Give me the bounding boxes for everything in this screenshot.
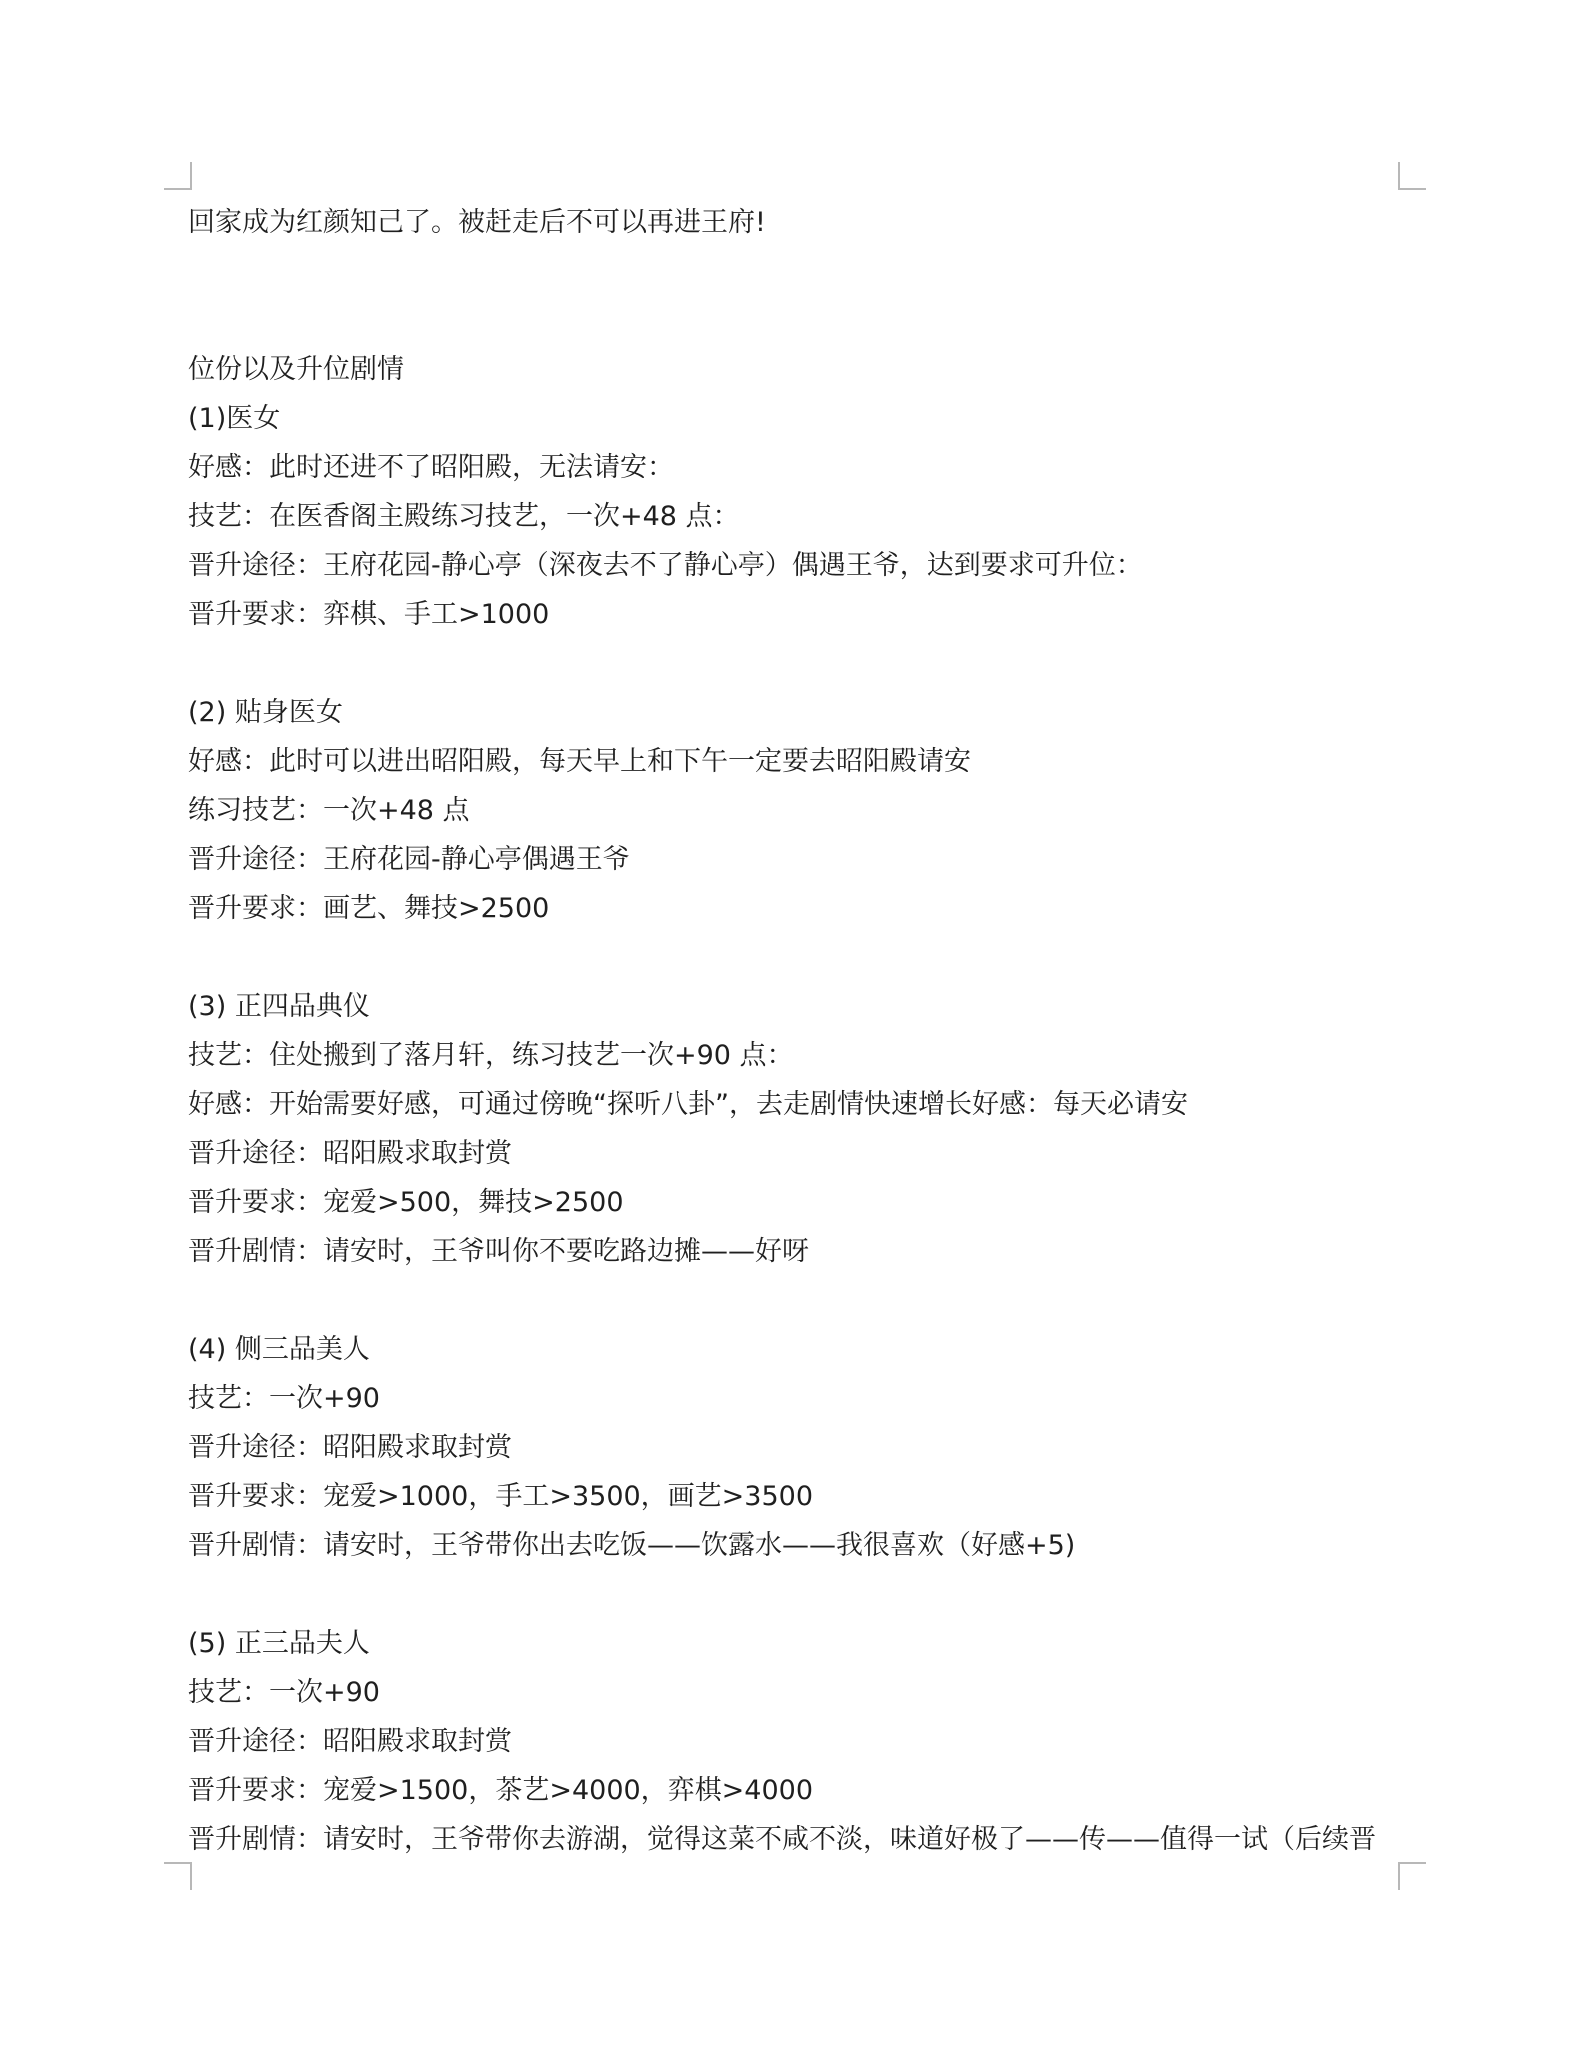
rank-detail-line: 晋升途径：王府花园-静心亭（深夜去不了静心亭）偶遇王爷，达到要求可升位：: [188, 550, 1143, 581]
rank-detail-line: 晋升剧情：请安时，王爷带你去游湖，觉得这菜不咸不淡，味道好极了——传——值得一试（后续晋: [188, 1824, 1376, 1855]
paragraph-spacer: [188, 1276, 1408, 1325]
rank-detail-line: 好感：此时还进不了昭阳殿，无法请安：: [188, 452, 674, 483]
document-body: [188, 198, 1408, 1864]
rank-detail-line: 技艺：一次+90: [188, 1677, 380, 1708]
page-corner-mark-bottom-left: [164, 1862, 192, 1890]
section-title: 位份以及升位剧情: [188, 354, 404, 385]
rank-detail-line: 好感：开始需要好感，可通过傍晚“探听八卦”，去走剧情快速增长好感：每天必请安: [188, 1089, 1188, 1120]
rank-section: [188, 688, 1408, 933]
rank-detail-line: 晋升要求：宠爱>1500，茶艺>4000，弈棋>4000: [188, 1775, 814, 1806]
rank-detail-line: 晋升要求：宠爱>1000，手工>3500，画艺>3500: [188, 1481, 814, 1512]
rank-section: [188, 1325, 1408, 1570]
paragraph-spacer: [188, 247, 1408, 345]
rank-detail-line: 晋升要求：画艺、舞技>2500: [188, 893, 550, 924]
rank-detail-line: 技艺：一次+90: [188, 1383, 380, 1414]
paragraph-spacer: [188, 639, 1408, 688]
rank-detail-line: 好感：此时可以进出昭阳殿，每天早上和下午一定要去昭阳殿请安: [188, 746, 971, 777]
rank-section: [188, 1619, 1408, 1864]
rank-heading: (4) 侧三品美人: [188, 1334, 370, 1365]
rank-detail-line: 晋升剧情：请安时，王爷叫你不要吃路边摊——好呀: [188, 1236, 809, 1267]
paragraph-spacer: [188, 1570, 1408, 1619]
rank-detail-line: 晋升途径：昭阳殿求取封赏: [188, 1432, 512, 1463]
rank-detail-line: 练习技艺：一次+48 点: [188, 795, 470, 826]
rank-detail-line: 晋升途径：昭阳殿求取封赏: [188, 1726, 512, 1757]
rank-heading: (3) 正四品典仪: [188, 991, 370, 1022]
paragraph-spacer: [188, 933, 1408, 982]
rank-detail-line: 技艺：住处搬到了落月轩，练习技艺一次+90 点：: [188, 1040, 794, 1071]
rank-detail-line: 晋升途径：昭阳殿求取封赏: [188, 1138, 512, 1169]
rank-section: [188, 982, 1408, 1276]
rank-heading: (2) 贴身医女: [188, 697, 343, 728]
rank-detail-line: 晋升要求：弈棋、手工>1000: [188, 599, 550, 630]
rank-section: [188, 394, 1408, 639]
rank-detail-line: 晋升要求：宠爱>500，舞技>2500: [188, 1187, 624, 1218]
rank-heading: (5) 正三品夫人: [188, 1628, 370, 1659]
rank-detail-line: 晋升途径：王府花园-静心亭偶遇王爷: [188, 844, 630, 875]
page-corner-mark-top-right: [1398, 162, 1426, 190]
page-corner-mark-top-left: [164, 162, 192, 190]
rank-detail-line: 晋升剧情：请安时，王爷带你出去吃饭——饮露水——我很喜欢（好感+5): [188, 1530, 1076, 1561]
intro-line: 回家成为红颜知己了。被赶走后不可以再进王府!: [188, 207, 766, 238]
rank-detail-line: 技艺：在医香阁主殿练习技艺，一次+48 点：: [188, 501, 740, 532]
page-corner-mark-bottom-right: [1398, 1862, 1426, 1890]
rank-heading: (1)医女: [188, 403, 281, 434]
